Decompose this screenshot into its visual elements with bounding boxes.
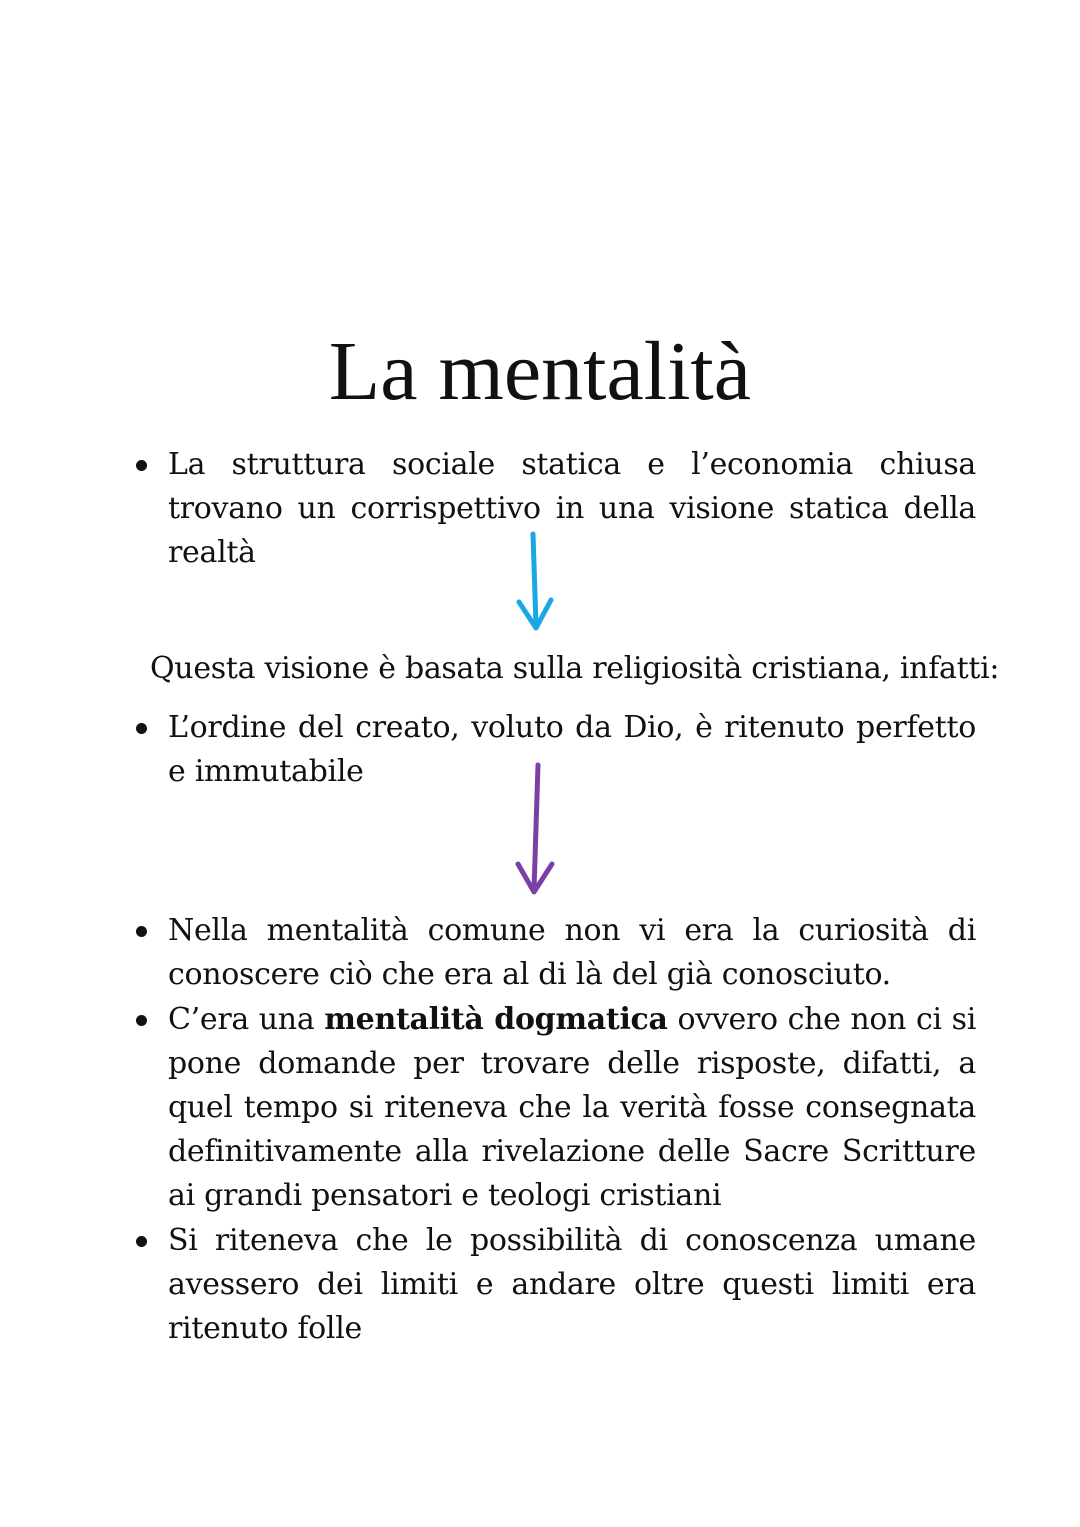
bullet-item-static-structure (168, 443, 976, 575)
bullet-dot (136, 926, 147, 937)
page-title: La mentalità (328, 325, 752, 418)
arrow-shaft (534, 765, 538, 890)
bullet-text: Nella mentalità comune non vi era la curiosità di conoscere ciò che era al di là del già conosciuto. (168, 913, 976, 992)
bullet-item-no-curiosity (168, 909, 976, 997)
bullet-dot (136, 1236, 147, 1247)
bullet-text: Si riteneva che le possibilità di conoscenza umane avessero dei limiti e andare oltre questi limiti era ritenuto folle (168, 1223, 976, 1346)
bullet-text: La struttura sociale statica e l’economia chiusa trovano un corrispettivo in una visione statica della realtà (168, 447, 976, 570)
bullet-dot (136, 460, 147, 471)
bullet-text-prefix: C’era una (168, 1002, 325, 1037)
arrow-down-icon (510, 530, 560, 635)
bullet-dot (136, 1015, 147, 1026)
bullet-dot (136, 723, 147, 734)
bullet-item-order-of-creation (168, 706, 976, 794)
bullet-text-suffix: ovvero che non ci si pone domande per trovare delle risposte, difatti, a quel tempo si riteneva che la verità fosse consegnata definitivamente alla rivelazione delle Sacre Scritture ai grandi pensatori e teologi cristiani (168, 1002, 976, 1213)
bullet-text: L’ordine del creato, voluto da Dio, è ritenuto perfetto e immutabile (168, 710, 976, 789)
bullet-item-dogmatic-mentality (168, 998, 976, 1218)
arrow-down-icon (510, 760, 560, 900)
bullet-text-bold: mentalità dogmatica (324, 1002, 668, 1037)
intro-line: Questa visione è basata sulla religiosità cristiana, infatti: (150, 651, 1000, 686)
arrow-shaft (533, 534, 536, 626)
bullet-item-human-limits (168, 1219, 976, 1351)
